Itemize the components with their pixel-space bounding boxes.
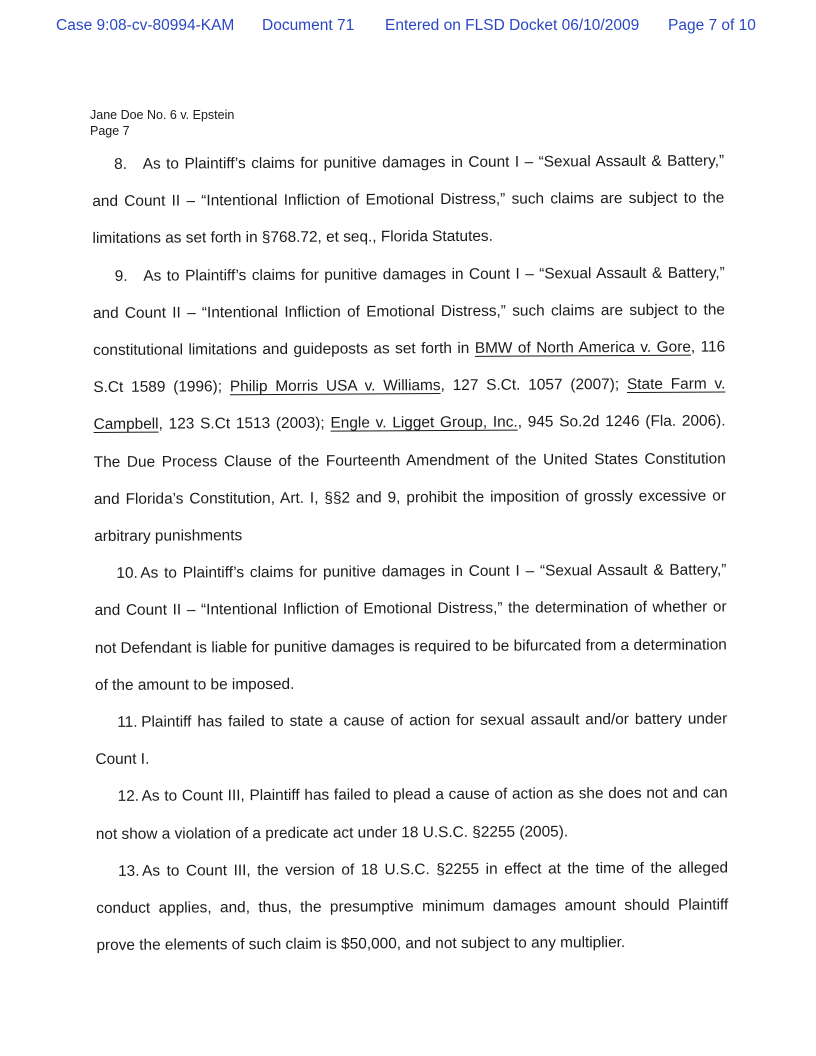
paragraph-text: , 116 S.Ct 1589 (1996); — [93, 338, 726, 397]
document-body — [92, 142, 729, 964]
header-case-number: Case 9:08-cv-80994-KAM — [56, 17, 235, 34]
case-citation-state-farm-v-campbell: State Farm v. Campbell — [93, 375, 726, 434]
header-docket-entry: Entered on FLSD Docket 06/10/2009 — [385, 17, 640, 34]
paragraph-number: 8. — [114, 155, 127, 173]
case-citation-philip-morris-v-williams: Philip Morris USA v. Williams — [229, 377, 441, 396]
paragraph-number: 10. — [116, 564, 138, 583]
paragraph-number: 9. — [114, 267, 128, 285]
paragraph-text: , 945 So.2d 1246 (Fla. 2006). The Due Process Clause of the Fourteenth Amendment of the United States Constitution and Florida’s Constitution, Art. I, §§2 and 9, prohibit the imposition of grossly excessive or arbitrary punishments — [93, 412, 727, 546]
header-page-count: Page 7 of 10 — [668, 17, 756, 34]
paragraph-13 — [96, 849, 729, 964]
paragraph-8 — [92, 142, 725, 257]
paragraph-text: As to Plaintiff’s claims for punitive damages in Count I – “Sexual Assault & Battery,” and Count II – “Intentional Infliction of Emotional Distress,” such claims are subject to the limitations as set forth in §768.72, et seq., Florida Statutes. — [92, 152, 725, 248]
paragraph-text: , 127 S.Ct. 1057 (2007); — [440, 376, 628, 395]
case-caption — [90, 107, 234, 139]
paragraph-text: Plaintiff has failed to state a cause of action for sexual assault and/or battery under Count I. — [95, 710, 728, 769]
paragraph-text: As to Count III, the version of 18 U.S.C. §2255 in effect at the time of the alleged conduct applies, and, thus, the presumptive minimum damages amount should Plaintiff prove the elements of such claim is $50,000, and not subject to any multiplier. — [96, 859, 729, 955]
paragraph-10 — [94, 552, 727, 704]
header-document-number: Document 71 — [262, 17, 355, 34]
paragraph-11 — [95, 701, 727, 779]
caption-page-label: Page 7 — [90, 124, 130, 138]
paragraph-number: 12. — [117, 788, 140, 806]
paragraph-text: As to Plaintiff’s claims for punitive damages in Count I – “Sexual Assault & Battery,” and Count II – “Intentional Infliction of Emotional Distress,” such claims are subject to the constitutional limitations and guideposts as set forth in — [92, 264, 725, 360]
paragraph-number: 11. — [117, 713, 138, 731]
caption-case-title: Jane Doe No. 6 v. Epstein — [90, 108, 235, 122]
docket-header — [0, 17, 816, 39]
case-citation-engle-v-ligget: Engle v. Ligget Group, Inc. — [330, 414, 518, 433]
paragraph-text: As to Plaintiff’s claims for punitive damages in Count I – “Sexual Assault & Battery,” and Count II – “Intentional Infliction of Emotional Distress,” the determination of whether or not Defendant is liable for punitive damages is required to be bifurcated from a determination of the amount to be imposed. — [94, 561, 727, 694]
case-citation-bmw-v-gore: BMW of North America v. Gore — [474, 338, 691, 357]
paragraph-9 — [93, 254, 727, 555]
paragraph-text: As to Count III, Plaintiff has failed to plead a cause of action as she does not and can not show a violation of a predicate act under 18 U.S.C. §2255 (2005). — [95, 784, 728, 843]
paragraph-text: , 123 S.Ct 1513 (2003); — [158, 415, 331, 434]
paragraph-number: 13. — [118, 862, 140, 880]
paragraph-12 — [96, 775, 728, 853]
